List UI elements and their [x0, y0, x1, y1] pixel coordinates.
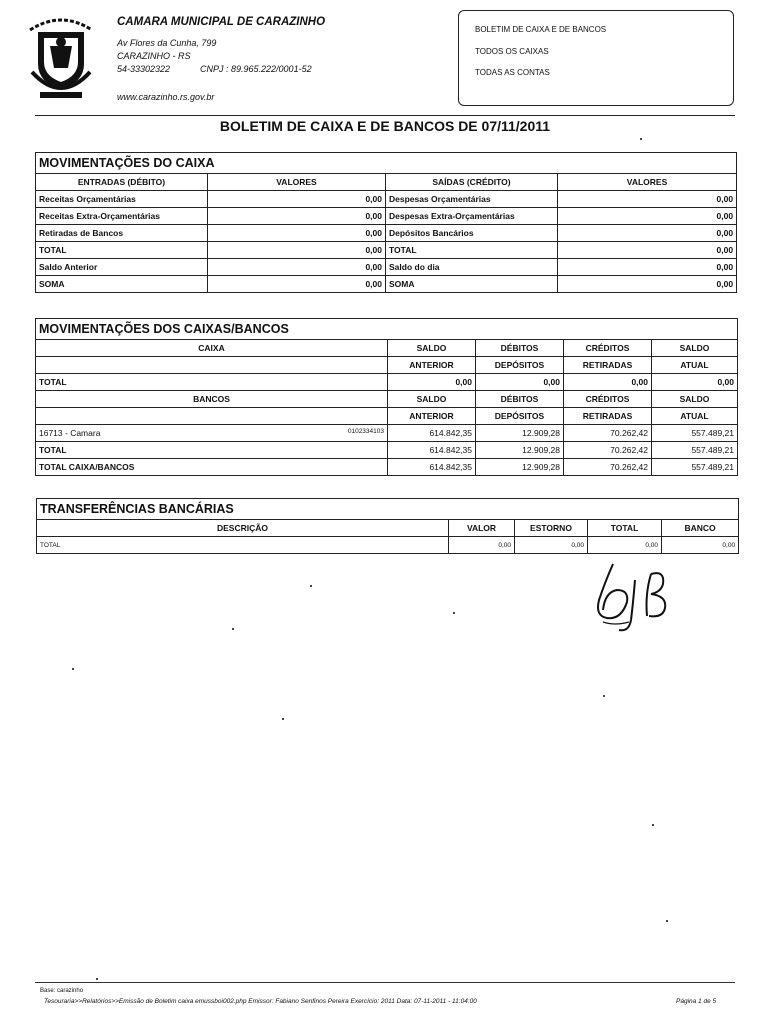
- phone: 54-33302322: [117, 64, 171, 74]
- col-anterior-label: ANTERIOR: [388, 408, 476, 425]
- transfer-total-banco: 0,00: [662, 537, 739, 554]
- table-row: [36, 374, 738, 391]
- bancos-header: BANCOS: [36, 391, 388, 408]
- bank-creditos: 70.262,42: [564, 425, 652, 442]
- col-valor: VALOR: [449, 520, 515, 537]
- row-value: 0,00: [208, 276, 386, 293]
- bancos-total-saldo-anterior: 614.842,35: [388, 442, 476, 459]
- address: Av Flores da Cunha, 799: [117, 38, 217, 48]
- option-contas: TODAS AS CONTAS: [475, 68, 550, 77]
- scan-speck: [603, 695, 605, 697]
- row-value: 0,00: [558, 225, 737, 242]
- scan-speck: [640, 138, 642, 140]
- col-creditos-label: CRÉDITOS: [564, 340, 652, 357]
- bank-saldo-atual: 557.489,21: [652, 425, 738, 442]
- transferencias-table: [36, 498, 739, 554]
- col-retiradas-label: RETIRADAS: [564, 357, 652, 374]
- option-boletim: BOLETIM DE CAIXA E DE BANCOS: [475, 25, 607, 34]
- col-estorno: ESTORNO: [515, 520, 588, 537]
- row-label: SOMA: [386, 276, 558, 293]
- transfer-total-label: TOTAL: [37, 537, 449, 554]
- bancos-total-creditos: 70.262,42: [564, 442, 652, 459]
- scan-speck: [666, 920, 668, 922]
- coat-of-arms-logo: [22, 12, 100, 102]
- table-row: [36, 276, 737, 293]
- row-label: TOTAL: [36, 242, 208, 259]
- caixa-total-debitos: 0,00: [476, 374, 564, 391]
- table-row: [36, 191, 737, 208]
- col-depositos-label: DEPÓSITOS: [476, 357, 564, 374]
- row-label: Depósitos Bancários: [386, 225, 558, 242]
- caixa-header-spacer: [36, 357, 388, 374]
- row-label: Despesas Orçamentárias: [386, 191, 558, 208]
- caixa-header: CAIXA: [36, 340, 388, 357]
- bank-account-number: 0102334103: [347, 428, 384, 435]
- col-saldo-label: SALDO: [388, 391, 476, 408]
- row-value: 0,00: [208, 191, 386, 208]
- row-value: 0,00: [558, 208, 737, 225]
- col-atual-label: ATUAL: [652, 357, 738, 374]
- col-saidas: SAÍDAS (CRÉDITO): [386, 174, 558, 191]
- col-entradas: ENTRADAS (DÉBITO): [36, 174, 208, 191]
- caixas-bancos-section-title: MOVIMENTAÇÕES DOS CAIXAS/BANCOS: [36, 319, 738, 340]
- scan-speck: [453, 612, 455, 614]
- handwritten-signature: [585, 560, 695, 641]
- transfer-total-total: 0,00: [588, 537, 662, 554]
- col-depositos-label: DEPÓSITOS: [476, 408, 564, 425]
- table-row: [36, 442, 738, 459]
- row-label: Receitas Orçamentárias: [36, 191, 208, 208]
- table-row: [36, 225, 737, 242]
- footer-base: Base: carazinho: [40, 988, 84, 994]
- row-label: Retiradas de Bancos: [36, 225, 208, 242]
- transfer-total-estorno: 0,00: [515, 537, 588, 554]
- bank-debitos: 12.909,28: [476, 425, 564, 442]
- col-valores-entradas: VALORES: [208, 174, 386, 191]
- bank-account-cell: [36, 425, 388, 442]
- geral-total-saldo-atual: 557.489,21: [652, 459, 738, 476]
- table-row: [37, 537, 739, 554]
- col-atual-label: ATUAL: [652, 408, 738, 425]
- report-options-box: [458, 10, 734, 106]
- col-creditos-label: CRÉDITOS: [564, 391, 652, 408]
- col-saldo-atual-label: SALDO: [652, 340, 738, 357]
- col-debitos-label: DÉBITOS: [476, 340, 564, 357]
- row-value: 0,00: [558, 242, 737, 259]
- bancos-total-debitos: 12.909,28: [476, 442, 564, 459]
- col-debitos-label: DÉBITOS: [476, 391, 564, 408]
- row-value: 0,00: [558, 191, 737, 208]
- caixa-total-creditos: 0,00: [564, 374, 652, 391]
- bank-account-label: 16713 - Camara: [39, 428, 101, 438]
- scan-speck: [282, 718, 284, 720]
- bancos-total-label: TOTAL: [36, 442, 388, 459]
- footer-path: Tesouraria>>Relatórios>>Emissão de Boletim caixa emussboi002.php Emissor: Fabiano Senfinos Pereira Exercício: 2011 Data: 07-11-2011 - 11:04:00: [44, 998, 477, 1005]
- row-value: 0,00: [208, 208, 386, 225]
- col-descricao: DESCRIÇÃO: [37, 520, 449, 537]
- caixa-total-saldo-anterior: 0,00: [388, 374, 476, 391]
- bancos-header-spacer: [36, 408, 388, 425]
- table-row: [36, 208, 737, 225]
- row-label: Saldo do dia: [386, 259, 558, 276]
- footer-divider: [35, 982, 735, 983]
- table-row: [36, 259, 737, 276]
- transferencias-section-title: TRANSFERÊNCIAS BANCÁRIAS: [37, 499, 739, 520]
- website: www.carazinho.rs.gov.br: [117, 92, 215, 102]
- geral-total-saldo-anterior: 614.842,35: [388, 459, 476, 476]
- row-value: 0,00: [208, 259, 386, 276]
- row-value: 0,00: [558, 276, 737, 293]
- geral-total-label: TOTAL CAIXA/BANCOS: [36, 459, 388, 476]
- header-divider: [35, 115, 735, 116]
- caixa-section-title: MOVIMENTAÇÕES DO CAIXA: [36, 153, 737, 174]
- col-total: TOTAL: [588, 520, 662, 537]
- row-label: TOTAL: [386, 242, 558, 259]
- bancos-total-saldo-atual: 557.489,21: [652, 442, 738, 459]
- caixa-total-saldo-atual: 0,00: [652, 374, 738, 391]
- scan-speck: [72, 668, 74, 670]
- row-value: 0,00: [208, 242, 386, 259]
- caixa-total-label: TOTAL: [36, 374, 388, 391]
- caixas-bancos-table: [35, 318, 738, 476]
- row-value: 0,00: [558, 259, 737, 276]
- col-saldo-label: SALDO: [388, 340, 476, 357]
- scan-speck: [652, 824, 654, 826]
- row-value: 0,00: [208, 225, 386, 242]
- geral-total-debitos: 12.909,28: [476, 459, 564, 476]
- col-valores-saidas: VALORES: [558, 174, 737, 191]
- row-label: Saldo Anterior: [36, 259, 208, 276]
- organization-name: CAMARA MUNICIPAL DE CARAZINHO: [117, 16, 326, 28]
- scan-speck: [310, 585, 312, 587]
- table-row: [36, 242, 737, 259]
- caixa-table: [35, 152, 737, 293]
- row-label: SOMA: [36, 276, 208, 293]
- city: CARAZINHO - RS: [117, 51, 191, 61]
- scan-speck: [232, 628, 234, 630]
- scan-speck: [96, 978, 98, 980]
- bank-saldo-anterior: 614.842,35: [388, 425, 476, 442]
- option-caixas: TODOS OS CAIXAS: [475, 47, 549, 56]
- geral-total-creditos: 70.262,42: [564, 459, 652, 476]
- col-retiradas-label: RETIRADAS: [564, 408, 652, 425]
- report-title: BOLETIM DE CAIXA E DE BANCOS DE 07/11/2011: [219, 118, 551, 134]
- col-saldo-atual-label: SALDO: [652, 391, 738, 408]
- footer-page: Página 1 de 5: [676, 998, 717, 1005]
- row-label: Receitas Extra-Orçamentárias: [36, 208, 208, 225]
- col-anterior-label: ANTERIOR: [388, 357, 476, 374]
- table-row: [36, 425, 738, 442]
- col-banco: BANCO: [662, 520, 739, 537]
- cnpj: CNPJ : 89.965.222/0001-52: [200, 64, 312, 74]
- row-label: Despesas Extra-Orçamentárias: [386, 208, 558, 225]
- table-row: [36, 459, 738, 476]
- transfer-total-valor: 0,00: [449, 537, 515, 554]
